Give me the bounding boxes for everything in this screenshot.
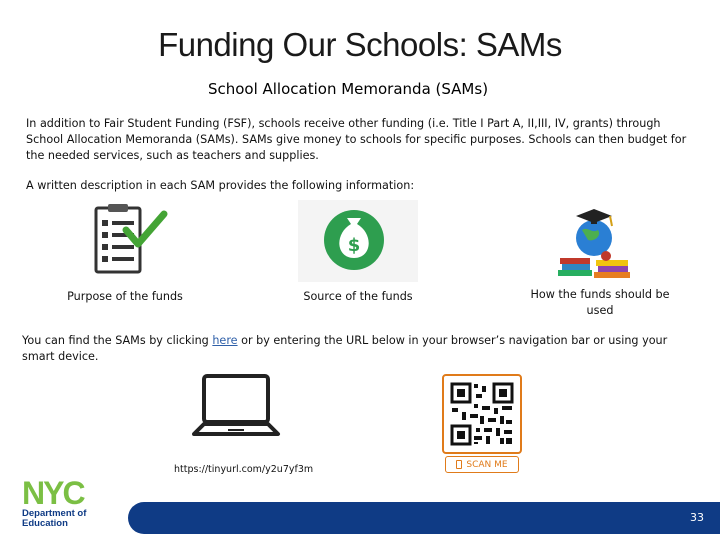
graduation-globe-icon (554, 206, 634, 280)
checklist-icon (80, 198, 168, 282)
find-suffix-text: or by entering the URL below in your browser’s navigation bar or using your smart device. (22, 334, 668, 363)
money-bag-icon (298, 200, 418, 282)
nyc-doe-logo (20, 476, 120, 536)
logo-line-2: Education (22, 518, 68, 529)
item-label-purpose: Purpose of the funds (67, 290, 183, 303)
svg-text:$: $ (347, 235, 361, 256)
slide-subtitle: School Allocation Memoranda (SAMs) (207, 80, 489, 98)
page-number: 33 (690, 511, 704, 524)
qr-code[interactable] (442, 374, 522, 454)
scan-me-button[interactable] (445, 456, 519, 473)
scan-me-label: SCAN ME (466, 459, 508, 470)
written-description-paragraph: A written description in each SAM provides the following information: (26, 179, 415, 192)
item-label-source: Source of the funds (303, 290, 413, 303)
phone-icon (456, 460, 462, 469)
sams-url[interactable]: https://tinyurl.com/y2u7yf3m (174, 464, 314, 475)
footer-bar (128, 502, 720, 534)
item-label-usage: How the funds should be used (530, 288, 670, 317)
logo-mark: NYC (22, 476, 84, 508)
here-link[interactable]: here (212, 334, 238, 347)
laptop-icon (190, 368, 282, 448)
find-sams-paragraph (22, 333, 702, 365)
find-prefix-text: You can find the SAMs by clicking (22, 334, 213, 347)
intro-paragraph: In addition to Fair Student Funding (FSF), schools receive other funding (i.e. Title I Part A, II,III, IV, grants) through School Allocation Memoranda (SAMs). SAMs give money to schools for specific purposes. Schools can then budget for the needed services, such as teachers and supplies. (26, 117, 687, 162)
slide-title: Funding Our Schools: SAMs (158, 26, 562, 63)
logo-line-1: Department of (22, 508, 87, 519)
